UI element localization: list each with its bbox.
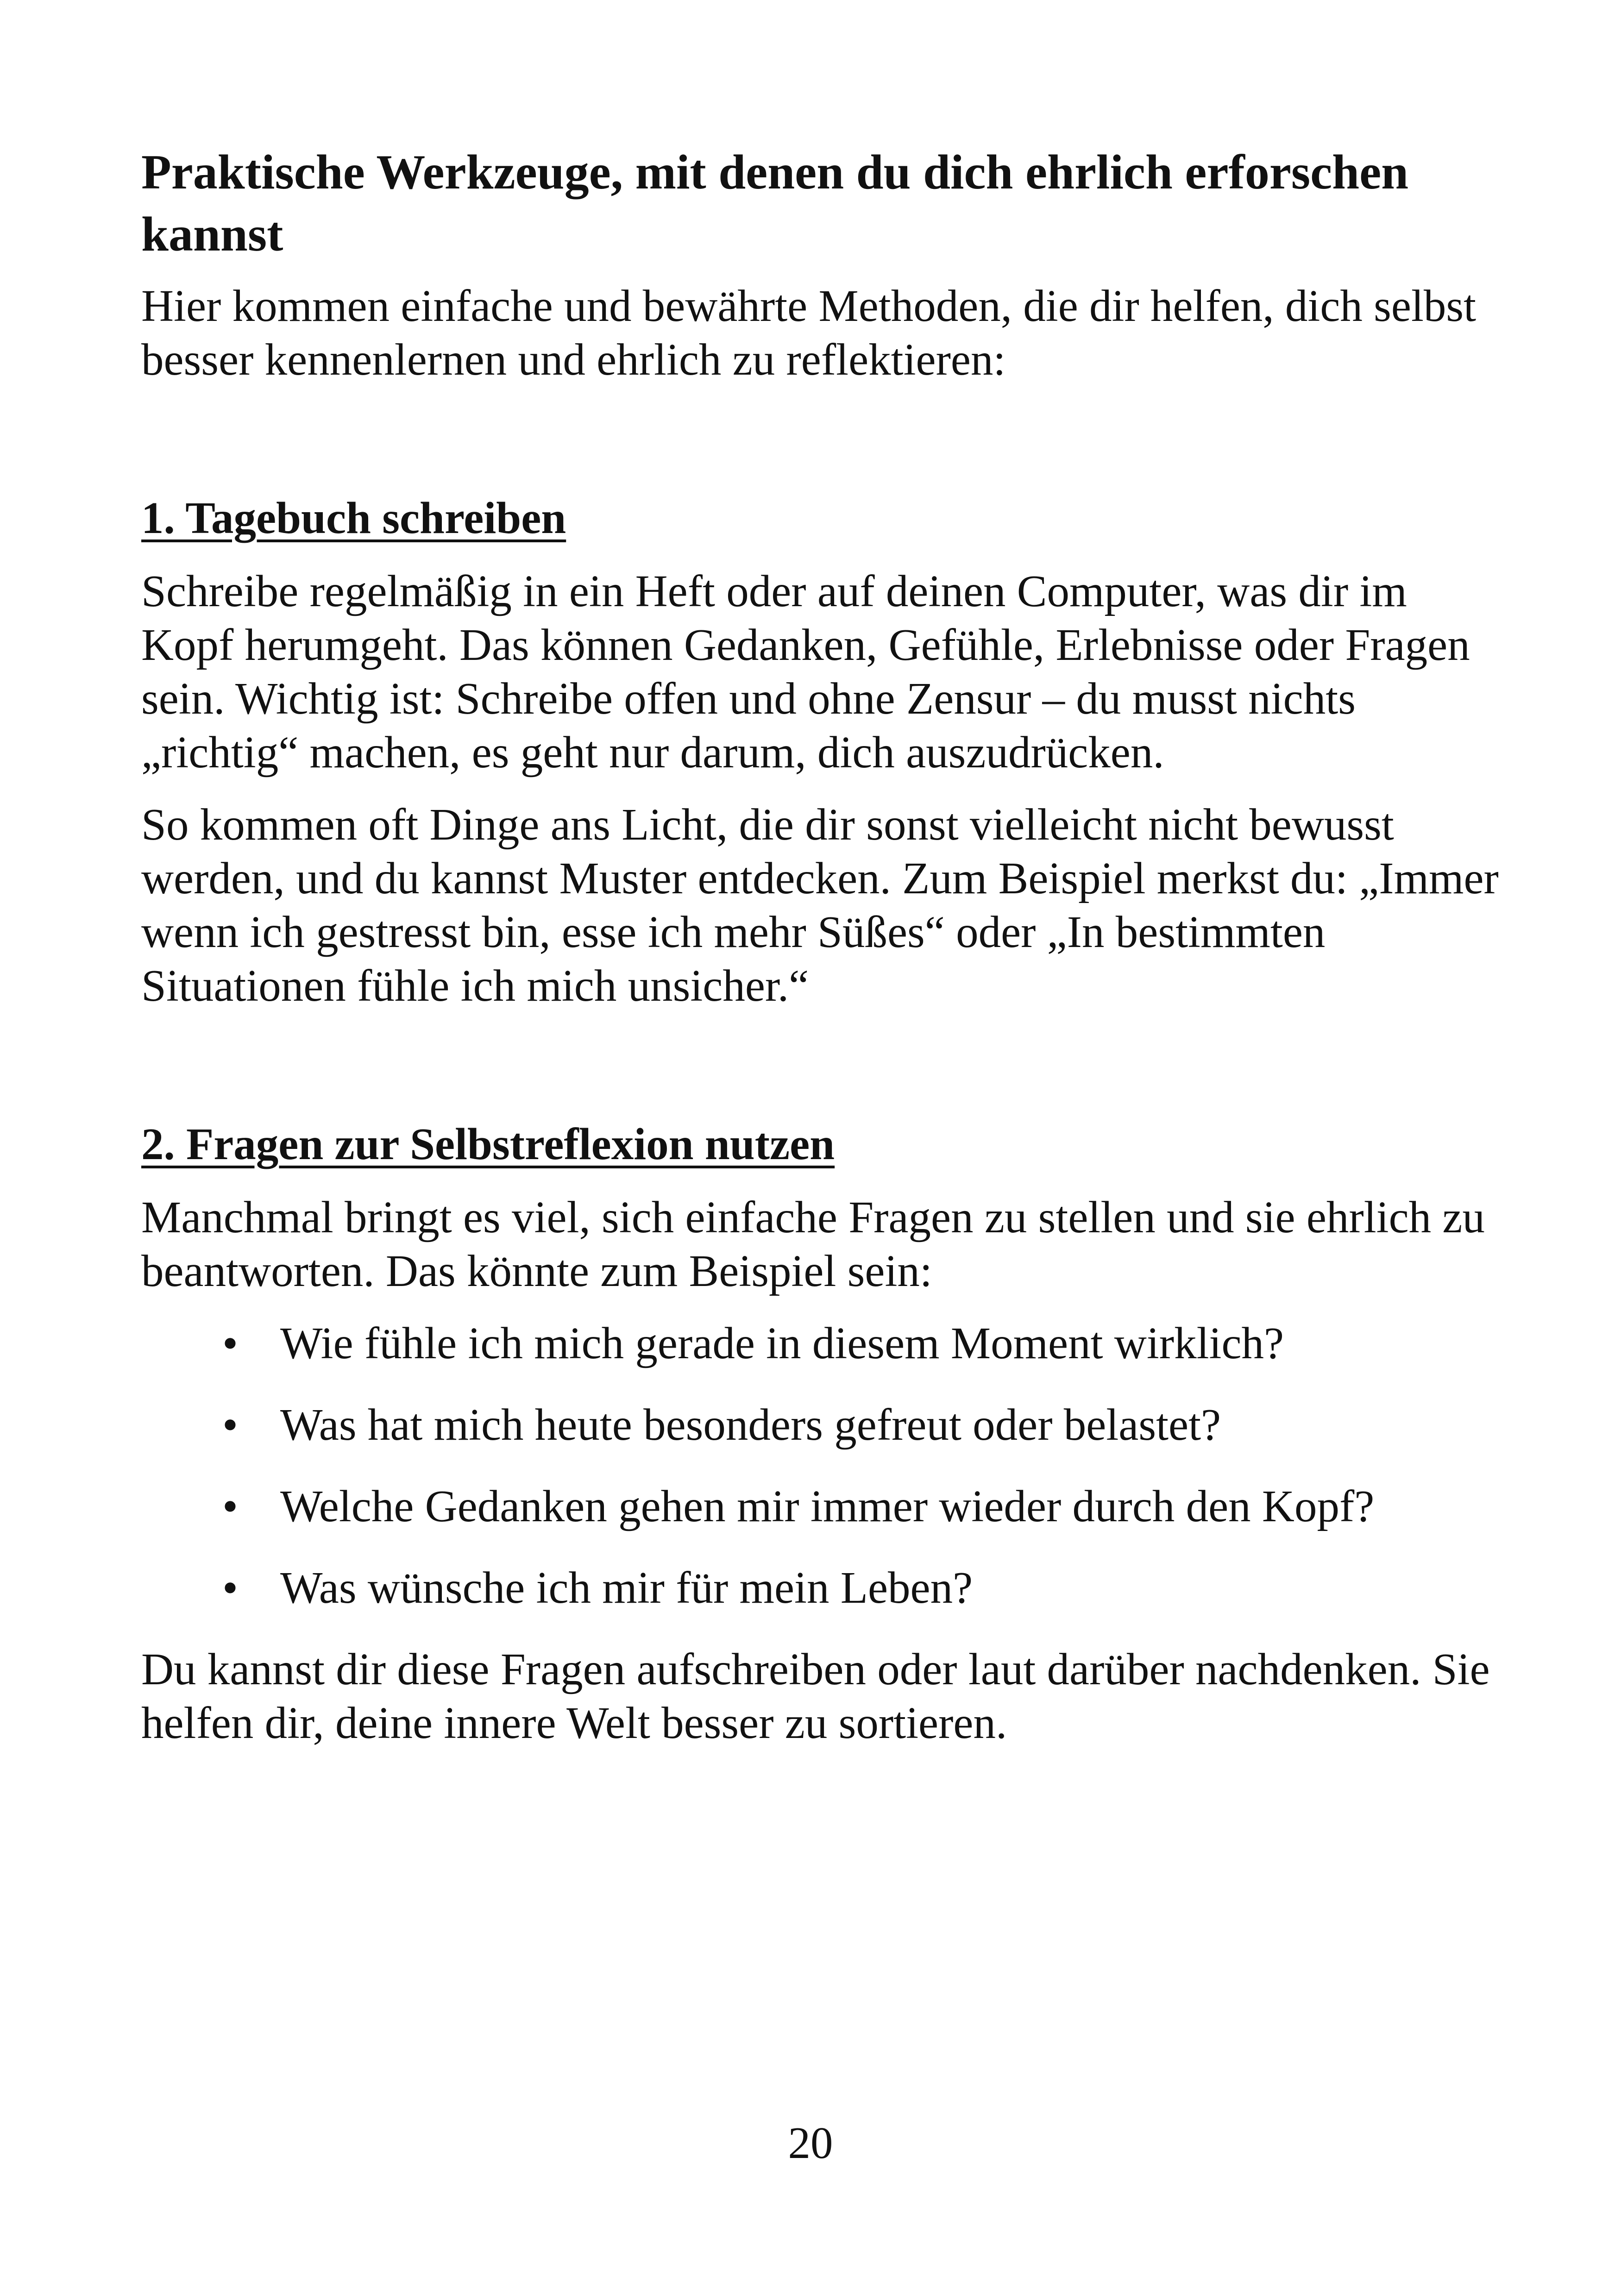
list-item: [141, 1398, 1508, 1452]
section-heading-tagebuch: 1. Tagebuch schreiben: [141, 493, 566, 543]
section1-paragraph-2: So kommen oft Dinge ans Licht, die dir sonst vielleicht nicht bewusst werden, und du kannst Muster entdecken. Zum Beispiel merkst du: „Immer wenn ich gestresst bin, esse ich mehr Süßes“ oder „In bestimmten Situationen fühle ich mich unsicher.“: [141, 800, 1499, 1010]
section-spacer: [141, 405, 1508, 491]
list-item: [141, 1317, 1508, 1370]
bullet-icon: •: [222, 1481, 238, 1531]
question-text: Wie fühle ich mich gerade in diesem Moment wirklich?: [280, 1318, 1284, 1368]
section2-paragraph-1: Manchmal bringt es viel, sich einfache Fragen zu stellen und sie ehrlich zu beantworten. Das könnte zum Beispiel sein:: [141, 1192, 1485, 1296]
question-text: Was hat mich heute besonders gefreut oder belastet?: [280, 1400, 1221, 1449]
section2-paragraph-2: Du kannst dir diese Fragen aufschreiben oder laut darüber nachdenken. Sie helfen dir, deine innere Welt besser zu sortieren.: [141, 1644, 1490, 1748]
question-text: Was wünsche ich mir für mein Leben?: [280, 1563, 973, 1612]
page-title: Praktische Werkzeuge, mit denen du dich ehrlich erforschen kannst: [141, 145, 1409, 261]
list-item: [141, 1561, 1508, 1615]
page-content: [141, 141, 1508, 1769]
section1-paragraph-1: Schreibe regelmäßig in ein Heft oder auf deinen Computer, was dir im Kopf herumgeht. Das können Gedanken, Gefühle, Erlebnisse oder Fragen sein. Wichtig ist: Schreibe offen und ohne Zensur – du musst nichts „richtig“ machen, es geht nur darum, dich auszudrücken.: [141, 566, 1470, 777]
list-item: [141, 1480, 1508, 1533]
page-number: 20: [788, 2118, 833, 2168]
question-text: Welche Gedanken gehen mir immer wieder durch den Kopf?: [280, 1481, 1375, 1531]
bullet-icon: •: [222, 1563, 238, 1612]
bullet-icon: •: [222, 1318, 238, 1368]
question-list: [141, 1317, 1508, 1615]
section-spacer: [141, 1031, 1508, 1117]
section-heading-selbstreflexion: 2. Fragen zur Selbstreflexion nutzen: [141, 1119, 835, 1169]
intro-paragraph: Hier kommen einfache und bewährte Methoden, die dir helfen, dich selbst besser kennenlernen und ehrlich zu reflektieren:: [141, 281, 1476, 384]
bullet-icon: •: [222, 1400, 238, 1449]
